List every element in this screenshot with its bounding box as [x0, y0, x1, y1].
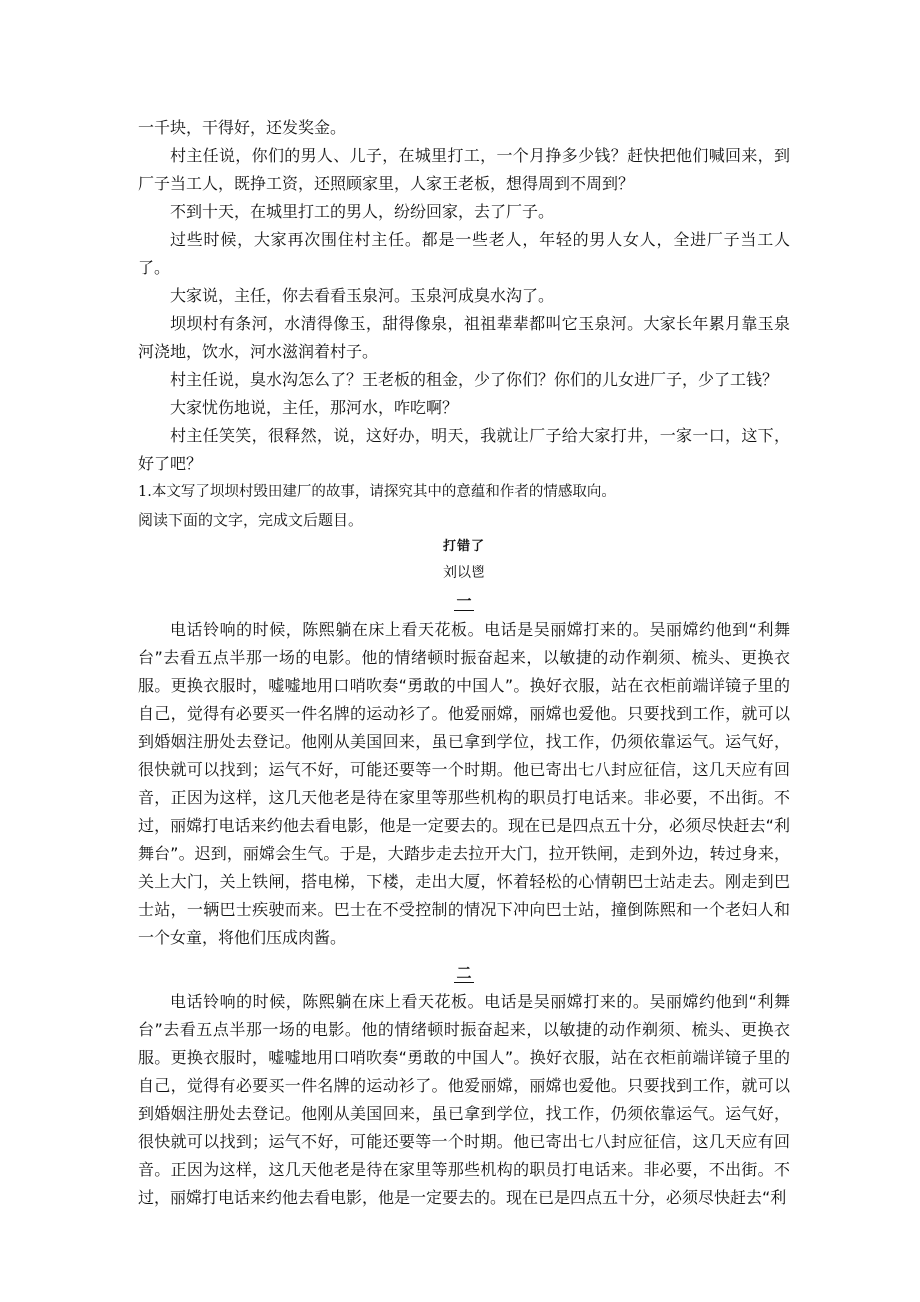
story2-author: 刘以鬯	[443, 565, 485, 581]
story1-paragraph-1: 村主任说，你们的男人、儿子，在城里打工，一个月挣多少钱？赶快把他们喊回来，到厂子当工人，既挣工资，还照顾家里，人家王老板，想得周到不周到？	[138, 146, 790, 193]
story1-paragraph-7: 大家忧伤地说，主任，那河水，咋吃啊？	[170, 398, 459, 417]
story2-title: 打错了	[442, 539, 485, 554]
document-page	[138, 114, 790, 1212]
story1-paragraph-5: 坝坝村有条河，水清得像玉，甜得像泉，祖祖辈辈都叫它玉泉河。大家长年累月靠玉泉河浇地，饮水，河水滋润着村子。	[138, 314, 790, 361]
question-1: 1.本文写了坝坝村毁田建厂的故事，请探究其中的意蕴和作者的情感取向。	[138, 484, 616, 500]
story1-paragraph-4: 大家说，主任，你去看看玉泉河。玉泉河成臭水沟了。	[170, 286, 555, 305]
story1-paragraph-6: 村主任说，臭水沟怎么了？王老板的租金，少了你们？你们的儿女进厂子，少了工钱？	[170, 370, 779, 389]
story1-paragraph-2: 不到十天，在城里打工的男人，纷纷回家，去了厂子。	[170, 202, 555, 221]
section-2-label: 二	[456, 964, 472, 982]
story1-paragraph-3: 过些时候，大家再次围住村主任。都是一些老人，年轻的男人女人，全进厂子当工人了。	[138, 230, 790, 277]
section-1-text: 电话铃响的时候，陈熙躺在床上看天花板。电话是吴丽嫦打来的。吴丽嫦约他到“利舞台”去看五点半那一场的电影。他的情绪顿时振奋起来，以敏捷的动作剃须、梳头、更换衣服。更换衣服时，嘘嘘地用口哨吹奏“勇敢的中国人”。换好衣服，站在衣柜前端详镜子里的自己，觉得有必要买一件名牌的运动衫了。他爱丽嫦，丽嫦也爱他。只要找到工作，就可以到婚姻注册处去登记。他刚从美国回来，虽已拿到学位，找工作，仍须依靠运气。运气好，很快就可以找到；运气不好，可能还要等一个时期。他已寄出七八封应征信，这几天应有回音，正因为这样，这几天他老是待在家里等那些机构的职员打电话来。非必要，不出街。不过，丽嫦打电话来约他去看电影，他是一定要去的。现在已是四点五十分，必须尽快赶去“利舞台”。迟到，丽嫦会生气。于是，大踏步走去拉开大门，拉开铁闸，走到外边，转过身来，关上大门，关上铁闸，搭电梯，下楼，走出大厦，怀着轻松的心情朝巴士站走去。刚走到巴士站，一辆巴士疾驶而来。巴士在不受控制的情况下冲向巴士站，撞倒陈熙和一个老妇人和一个女童，将他们压成肉酱。	[138, 620, 790, 947]
section-2-text: 电话铃响的时候，陈熙躺在床上看天花板。电话是吴丽嫦打来的。吴丽嫦约他到“利舞台”去看五点半那一场的电影。他的情绪顿时振奋起来，以敏捷的动作剃须、梳头、更换衣服。更换衣服时，嘘嘘地用口哨吹奏“勇敢的中国人”。换好衣服，站在衣柜前端详镜子里的自己，觉得有必要买一件名牌的运动衫了。他爱丽嫦，丽嫦也爱他。只要找到工作，就可以到婚姻注册处去登记。他刚从美国回来，虽已拿到学位，找工作，仍须依靠运气。运气好，很快就可以找到；运气不好，可能还要等一个时期。他已寄出七八封应征信，这几天应有回音。正因为这样，这几天他老是待在家里等那些机构的职员打电话来。非必要，不出街。不过，丽嫦打电话来约他去看电影，他是一定要去的。现在已是四点五十分，必须尽快赶去“利	[138, 992, 790, 1207]
story1-paragraph-0: 一千块，干得好，还发奖金。	[138, 118, 347, 137]
section-2-heading	[138, 958, 790, 988]
story1-paragraph-8: 村主任笑笑，很释然，说，这好办，明天，我就让厂子给大家打井，一家一口，这下，好了吧？	[138, 426, 790, 473]
section-1-label: 一	[456, 592, 472, 610]
reading-prompt: 阅读下面的文字，完成文后题目。	[138, 511, 364, 529]
section-1-heading	[138, 586, 790, 616]
